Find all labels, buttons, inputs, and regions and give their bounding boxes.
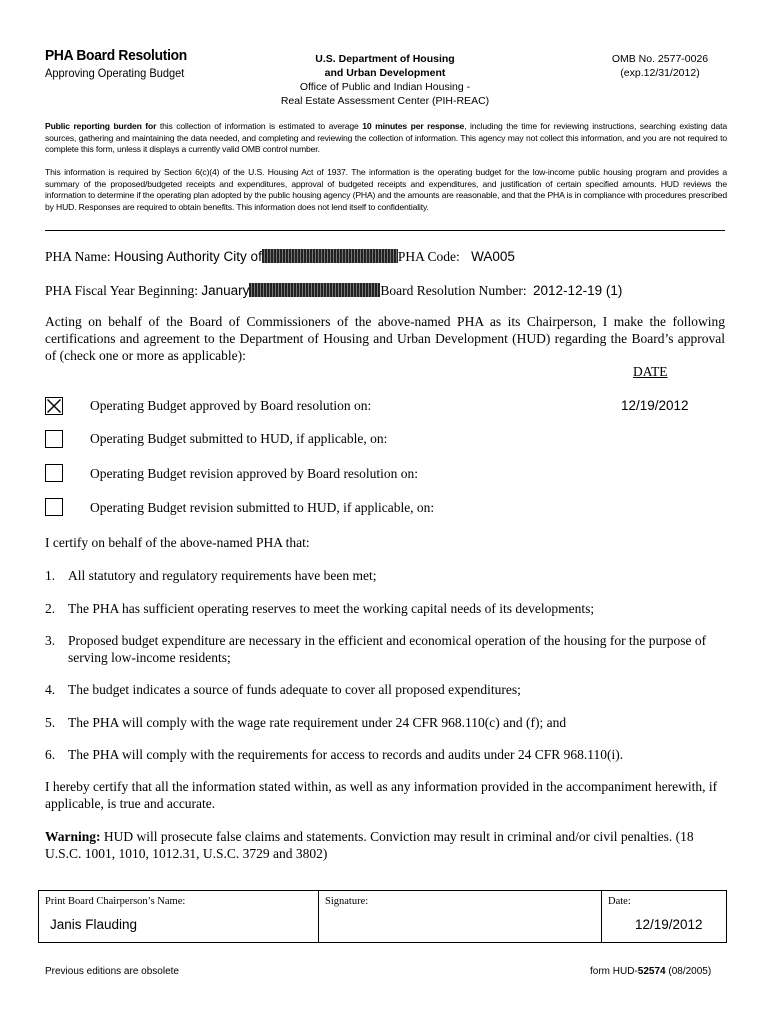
checkbox-label: Operating Budget approved by Board resolution on: (90, 398, 372, 413)
agency-office-line: Office of Public and Indian Housing - (299, 81, 471, 93)
checkbox-revision-approved[interactable] (45, 464, 63, 482)
approval-date-value[interactable]: 12/19/2012 (621, 398, 689, 413)
fiscal-year-value[interactable]: January (201, 283, 250, 298)
burden-lead: Public reporting burden for (45, 121, 157, 131)
redaction-mark (262, 249, 398, 263)
agency-block (270, 52, 500, 108)
form-date: (08/2005) (665, 966, 712, 977)
list-item-number: 5. (45, 715, 56, 730)
checkbox-budget-approved[interactable] (45, 397, 63, 415)
agency-center-line: Real Estate Assessment Center (PIH-REAC) (280, 95, 490, 107)
list-item-number: 2. (45, 601, 56, 616)
pha-name-value[interactable]: Housing Authority City of (114, 249, 262, 264)
signature-cell[interactable] (318, 891, 601, 942)
omb-number: OMB No. 2577-0026 (611, 53, 709, 65)
warning-text: HUD will prosecute false claims and statements. Conviction may result in criminal and/or civil penalties. (18 U.S.C. 1001, 1010, 1012.31, U.S.C. 3729 and 3802) (45, 829, 694, 861)
signature-date-value[interactable]: 12/19/2012 (635, 917, 703, 932)
form-prefix: form HUD- (590, 966, 638, 977)
list-item-text: The budget indicates a source of funds adequate to cover all proposed expenditures; (68, 682, 521, 697)
date-cell[interactable] (601, 891, 726, 942)
chairperson-name-cell[interactable] (39, 891, 318, 942)
legal-statement: This information is required by Section 6(c)(4) of the U.S. Housing Act of 1937. The information is the operating budget for the low-income public housing program and provides a summary of the proposed/budgeted receipts and expenditures, approval of budgeted receipts and expenditures, and justification of certain specified amounts. HUD reviews the information to determine if the operating plan adopted by the public housing agency (PHA) and the amounts are reasonable, and that the PHA is in compliance with procedures prescribed by HUD. Responses are required to obtain benefits. This information does not lend itself to confidentiality. (45, 167, 727, 212)
chairperson-name-value[interactable]: Janis Flauding (50, 917, 138, 932)
pha-code-value[interactable]: WA005 (471, 249, 515, 264)
burden-text-1: this collection of information is estimated to average (156, 121, 363, 131)
date-column-header: DATE (633, 364, 668, 379)
checkbox-label: Operating Budget revision submitted to HUD, if applicable, on: (90, 500, 435, 515)
hereby-certify-statement: I hereby certify that all the information stated within, as well as any information provided in the accompaniment herewith, if applicable, is true and accurate. (45, 779, 718, 811)
list-item-text: The PHA will comply with the requirements for access to records and audits under 24 CFR 968.110(i). (68, 747, 624, 762)
footer-form-id (590, 966, 711, 977)
certify-intro: I certify on behalf of the above-named PHA that: (45, 535, 310, 550)
burden-text-2: , including the time for reviewing instructions, searching existing data sources, gathering and maintaining the data needed, and completing and reviewing the collection of information. This agency may not collect this information, and you are not required to complete this form, unless it displays a currently valid OMB control number. (45, 121, 727, 154)
pha-name-label: PHA Name: (45, 249, 111, 264)
burden-statement (45, 121, 727, 156)
list-item-number: 1. (45, 568, 56, 583)
redaction-mark (249, 283, 380, 297)
form-title: PHA Board Resolution (45, 47, 187, 64)
burden-duration: 10 minutes per response (362, 121, 465, 131)
agency-name-line2: and Urban Development (324, 67, 446, 79)
signature-label: Signature: (325, 896, 369, 907)
warning-label: Warning: (45, 829, 101, 844)
list-item-number: 4. (45, 682, 56, 697)
date-label: Date: (608, 896, 631, 907)
warning-statement (45, 828, 730, 862)
checkbox-label: Operating Budget submitted to HUD, if applicable, on: (90, 431, 388, 446)
omb-expiration: (exp.12/31/2012) (620, 67, 700, 79)
acting-statement: Acting on behalf of the Board of Commissioners of the above-named PHA as its Chairperson, I make the following certifications and agreement to the Department of Housing and Urban Development (HUD) regarding the Board’s approval of (check one or more as applicable): (45, 314, 725, 363)
resolution-number-value[interactable]: 2012-12-19 (1) (533, 283, 623, 298)
fiscal-year-label: PHA Fiscal Year Beginning: (45, 283, 199, 298)
agency-name-line1: U.S. Department of Housing (315, 53, 455, 65)
list-item-number: 6. (45, 747, 56, 762)
header-divider (45, 230, 725, 231)
list-item-number: 3. (45, 633, 56, 648)
checkbox-label: Operating Budget revision approved by Board resolution on: (90, 466, 419, 481)
pha-code-label: PHA Code: (397, 249, 460, 264)
signature-table (38, 890, 727, 943)
resolution-number-label: Board Resolution Number: (380, 283, 527, 298)
checkmark-x-icon (46, 398, 62, 414)
chairperson-name-label: Print Board Chairperson’s Name: (45, 896, 186, 907)
form-number: 52574 (637, 966, 666, 977)
list-item-text: The PHA has sufficient operating reserves to meet the working capital needs of its developments; (68, 601, 595, 616)
pha-name-row (45, 249, 515, 265)
list-item-text: Proposed budget expenditure are necessary in the efficient and economical operation of the housing for the purpose of serving low-income residents; (68, 633, 707, 665)
checkbox-revision-submitted[interactable] (45, 498, 63, 516)
list-item-text: All statutory and regulatory requirements have been met; (68, 568, 377, 583)
checkbox-budget-submitted[interactable] (45, 430, 63, 448)
form-subtitle: Approving Operating Budget (45, 66, 185, 80)
omb-block (590, 52, 730, 80)
list-item-text: The PHA will comply with the wage rate requirement under 24 CFR 968.110(c) and (f); and (68, 715, 567, 730)
footer-obsolete-note: Previous editions are obsolete (45, 966, 179, 977)
fiscal-year-row (45, 283, 622, 299)
